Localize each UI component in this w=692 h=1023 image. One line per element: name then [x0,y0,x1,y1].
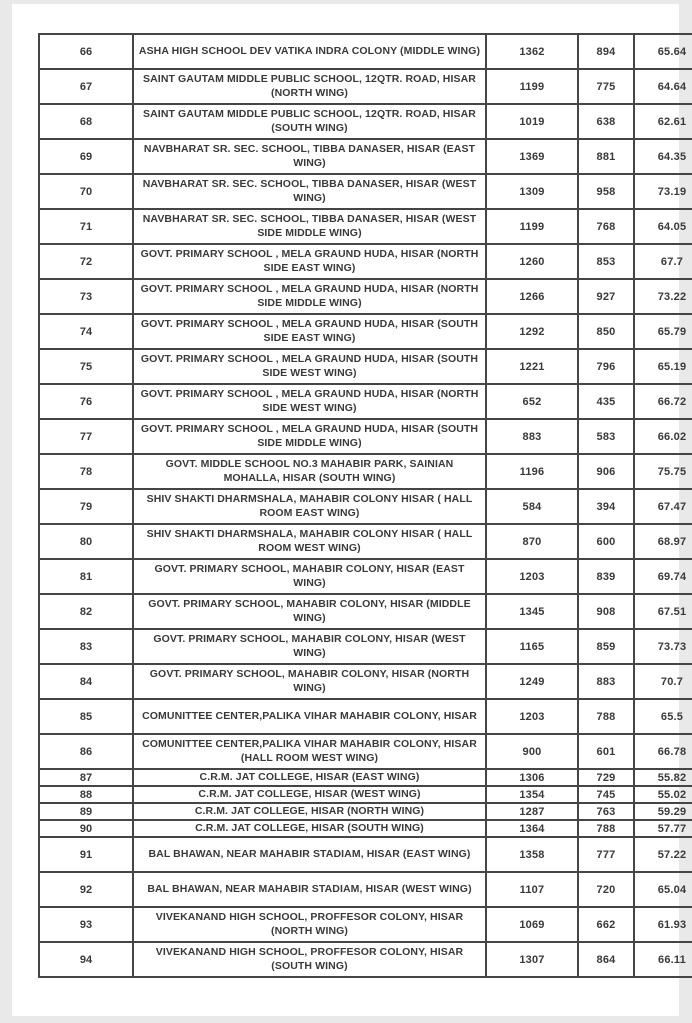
value1-cell: 1196 [486,454,578,489]
value2-cell: 601 [578,734,634,769]
value2-cell: 638 [578,104,634,139]
value3-cell: 66.78 [634,734,692,769]
serial-number-cell: 89 [39,803,133,820]
table-row [39,209,692,244]
table-row [39,419,692,454]
value2-cell: 859 [578,629,634,664]
value1-cell: 1307 [486,942,578,977]
station-name-cell: GOVT. PRIMARY SCHOOL , MELA GRAUND HUDA, HISAR (SOUTH SIDE EAST WING) [133,314,486,349]
serial-number-cell: 85 [39,699,133,734]
table-row [39,314,692,349]
value3-cell: 64.35 [634,139,692,174]
table-row [39,559,692,594]
value2-cell: 763 [578,803,634,820]
station-name-cell: GOVT. PRIMARY SCHOOL , MELA GRAUND HUDA, HISAR (SOUTH SIDE WEST WING) [133,349,486,384]
value3-cell: 67.47 [634,489,692,524]
value3-cell: 66.72 [634,384,692,419]
value1-cell: 1364 [486,820,578,837]
value1-cell: 1309 [486,174,578,209]
value2-cell: 729 [578,769,634,786]
value1-cell: 1203 [486,699,578,734]
value3-cell: 73.22 [634,279,692,314]
value1-cell: 1069 [486,907,578,942]
value2-cell: 927 [578,279,634,314]
station-name-cell: SHIV SHAKTI DHARMSHALA, MAHABIR COLONY HISAR ( HALL ROOM WEST WING) [133,524,486,559]
value1-cell: 1260 [486,244,578,279]
value2-cell: 745 [578,786,634,803]
station-name-cell: COMUNITTEE CENTER,PALIKA VIHAR MAHABIR COLONY, HISAR (HALL ROOM WEST WING) [133,734,486,769]
table-row [39,734,692,769]
value2-cell: 394 [578,489,634,524]
value1-cell: 870 [486,524,578,559]
serial-number-cell: 81 [39,559,133,594]
value3-cell: 65.79 [634,314,692,349]
value2-cell: 894 [578,34,634,69]
value3-cell: 59.29 [634,803,692,820]
table-row [39,104,692,139]
value1-cell: 1199 [486,209,578,244]
value1-cell: 652 [486,384,578,419]
value1-cell: 1345 [486,594,578,629]
station-name-cell: GOVT. PRIMARY SCHOOL , MELA GRAUND HUDA, HISAR (NORTH SIDE EAST WING) [133,244,486,279]
value3-cell: 70.7 [634,664,692,699]
value2-cell: 796 [578,349,634,384]
station-name-cell: GOVT. PRIMARY SCHOOL, MAHABIR COLONY, HISAR (NORTH WING) [133,664,486,699]
value2-cell: 788 [578,820,634,837]
table-body [39,34,692,977]
station-name-cell: SAINT GAUTAM MIDDLE PUBLIC SCHOOL, 12QTR. ROAD, HISAR (NORTH WING) [133,69,486,104]
station-name-cell: C.R.M. JAT COLLEGE, HISAR (WEST WING) [133,786,486,803]
table-row [39,489,692,524]
station-name-cell: C.R.M. JAT COLLEGE, HISAR (SOUTH WING) [133,820,486,837]
serial-number-cell: 91 [39,837,133,872]
table-row [39,786,692,803]
value3-cell: 67.51 [634,594,692,629]
value3-cell: 55.02 [634,786,692,803]
serial-number-cell: 84 [39,664,133,699]
table-row [39,769,692,786]
value3-cell: 65.64 [634,34,692,69]
table-row [39,872,692,907]
value1-cell: 584 [486,489,578,524]
serial-number-cell: 75 [39,349,133,384]
station-name-cell: GOVT. PRIMARY SCHOOL, MAHABIR COLONY, HISAR (WEST WING) [133,629,486,664]
value1-cell: 1019 [486,104,578,139]
value1-cell: 1203 [486,559,578,594]
station-name-cell: VIVEKANAND HIGH SCHOOL, PROFFESOR COLONY, HISAR (SOUTH WING) [133,942,486,977]
station-name-cell: VIVEKANAND HIGH SCHOOL, PROFFESOR COLONY, HISAR (NORTH WING) [133,907,486,942]
value3-cell: 75.75 [634,454,692,489]
value2-cell: 850 [578,314,634,349]
value2-cell: 768 [578,209,634,244]
viewer-edge-left [0,0,12,1023]
serial-number-cell: 70 [39,174,133,209]
serial-number-cell: 72 [39,244,133,279]
value1-cell: 1107 [486,872,578,907]
table-row [39,837,692,872]
table-row [39,279,692,314]
value1-cell: 1266 [486,279,578,314]
station-name-cell: GOVT. PRIMARY SCHOOL, MAHABIR COLONY, HISAR (MIDDLE WING) [133,594,486,629]
value3-cell: 64.05 [634,209,692,244]
value2-cell: 775 [578,69,634,104]
station-name-cell: SHIV SHAKTI DHARMSHALA, MAHABIR COLONY HISAR ( HALL ROOM EAST WING) [133,489,486,524]
value3-cell: 62.61 [634,104,692,139]
value1-cell: 1369 [486,139,578,174]
station-name-cell: BAL BHAWAN, NEAR MAHABIR STADIAM, HISAR (EAST WING) [133,837,486,872]
value1-cell: 1199 [486,69,578,104]
table-row [39,699,692,734]
serial-number-cell: 86 [39,734,133,769]
value2-cell: 777 [578,837,634,872]
table-row [39,384,692,419]
serial-number-cell: 88 [39,786,133,803]
value3-cell: 73.19 [634,174,692,209]
value3-cell: 65.04 [634,872,692,907]
value3-cell: 57.77 [634,820,692,837]
station-name-cell: BAL BHAWAN, NEAR MAHABIR STADIAM, HISAR (WEST WING) [133,872,486,907]
table-row [39,349,692,384]
station-name-cell: NAVBHARAT SR. SEC. SCHOOL, TIBBA DANASER, HISAR (EAST WING) [133,139,486,174]
serial-number-cell: 78 [39,454,133,489]
value2-cell: 864 [578,942,634,977]
station-name-cell: GOVT. PRIMARY SCHOOL , MELA GRAUND HUDA, HISAR (NORTH SIDE WEST WING) [133,384,486,419]
value1-cell: 1362 [486,34,578,69]
station-name-cell: SAINT GAUTAM MIDDLE PUBLIC SCHOOL, 12QTR. ROAD, HISAR (SOUTH WING) [133,104,486,139]
serial-number-cell: 74 [39,314,133,349]
serial-number-cell: 82 [39,594,133,629]
viewer-edge-top [0,0,692,4]
value2-cell: 883 [578,664,634,699]
value1-cell: 1165 [486,629,578,664]
value1-cell: 883 [486,419,578,454]
table-row [39,69,692,104]
value3-cell: 73.73 [634,629,692,664]
serial-number-cell: 92 [39,872,133,907]
table-row [39,664,692,699]
serial-number-cell: 87 [39,769,133,786]
serial-number-cell: 71 [39,209,133,244]
value2-cell: 881 [578,139,634,174]
serial-number-cell: 83 [39,629,133,664]
serial-number-cell: 67 [39,69,133,104]
table-row [39,629,692,664]
value2-cell: 788 [578,699,634,734]
value2-cell: 958 [578,174,634,209]
station-name-cell: GOVT. PRIMARY SCHOOL, MAHABIR COLONY, HISAR (EAST WING) [133,559,486,594]
table-row [39,174,692,209]
station-name-cell: C.R.M. JAT COLLEGE, HISAR (NORTH WING) [133,803,486,820]
value1-cell: 1354 [486,786,578,803]
value2-cell: 908 [578,594,634,629]
value2-cell: 839 [578,559,634,594]
table-row [39,594,692,629]
value2-cell: 720 [578,872,634,907]
value1-cell: 1221 [486,349,578,384]
station-name-cell: GOVT. PRIMARY SCHOOL , MELA GRAUND HUDA, HISAR (NORTH SIDE MIDDLE WING) [133,279,486,314]
polling-stations-table [38,33,692,978]
value1-cell: 900 [486,734,578,769]
value2-cell: 435 [578,384,634,419]
serial-number-cell: 69 [39,139,133,174]
value3-cell: 65.5 [634,699,692,734]
table-row [39,907,692,942]
station-name-cell: COMUNITTEE CENTER,PALIKA VIHAR MAHABIR COLONY, HISAR [133,699,486,734]
table-row [39,34,692,69]
value3-cell: 57.22 [634,837,692,872]
serial-number-cell: 90 [39,820,133,837]
value1-cell: 1287 [486,803,578,820]
serial-number-cell: 76 [39,384,133,419]
value2-cell: 583 [578,419,634,454]
value1-cell: 1292 [486,314,578,349]
serial-number-cell: 93 [39,907,133,942]
table-row [39,803,692,820]
value2-cell: 906 [578,454,634,489]
table-row [39,820,692,837]
serial-number-cell: 80 [39,524,133,559]
serial-number-cell: 73 [39,279,133,314]
value3-cell: 55.82 [634,769,692,786]
station-name-cell: GOVT. PRIMARY SCHOOL , MELA GRAUND HUDA, HISAR (SOUTH SIDE MIDDLE WING) [133,419,486,454]
value1-cell: 1249 [486,664,578,699]
table-row [39,244,692,279]
value3-cell: 69.74 [634,559,692,594]
value1-cell: 1358 [486,837,578,872]
serial-number-cell: 94 [39,942,133,977]
table-row [39,942,692,977]
table-row [39,524,692,559]
value2-cell: 853 [578,244,634,279]
table-row [39,454,692,489]
station-name-cell: C.R.M. JAT COLLEGE, HISAR (EAST WING) [133,769,486,786]
value3-cell: 66.11 [634,942,692,977]
serial-number-cell: 79 [39,489,133,524]
serial-number-cell: 66 [39,34,133,69]
value3-cell: 68.97 [634,524,692,559]
value3-cell: 65.19 [634,349,692,384]
value1-cell: 1306 [486,769,578,786]
value3-cell: 67.7 [634,244,692,279]
value3-cell: 64.64 [634,69,692,104]
value3-cell: 61.93 [634,907,692,942]
serial-number-cell: 77 [39,419,133,454]
station-name-cell: NAVBHARAT SR. SEC. SCHOOL, TIBBA DANASER, HISAR (WEST WING) [133,174,486,209]
station-name-cell: GOVT. MIDDLE SCHOOL NO.3 MAHABIR PARK, SAINIAN MOHALLA, HISAR (SOUTH WING) [133,454,486,489]
serial-number-cell: 68 [39,104,133,139]
value2-cell: 600 [578,524,634,559]
value3-cell: 66.02 [634,419,692,454]
viewer-edge-bottom [0,1016,692,1023]
table-row [39,139,692,174]
station-name-cell: NAVBHARAT SR. SEC. SCHOOL, TIBBA DANASER, HISAR (WEST SIDE MIDDLE WING) [133,209,486,244]
value2-cell: 662 [578,907,634,942]
station-name-cell: ASHA HIGH SCHOOL DEV VATIKA INDRA COLONY (MIDDLE WING) [133,34,486,69]
